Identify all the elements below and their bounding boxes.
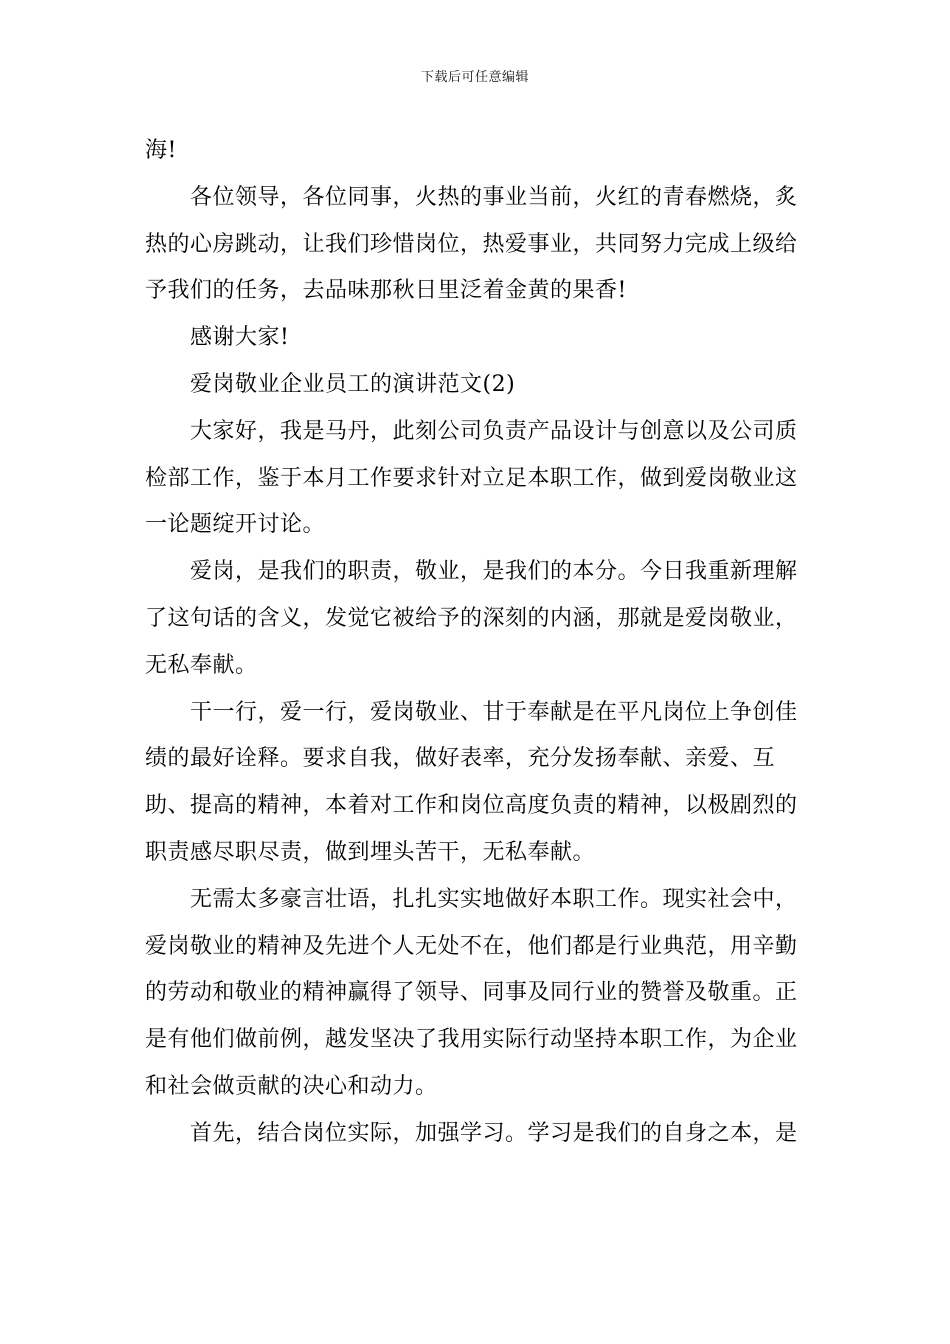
section-title: 爱岗敬业企业员工的演讲范文(2) <box>190 371 516 397</box>
page-header: 下载后可任意编辑 <box>420 70 529 85</box>
paragraph: 首先，结合岗位实际，加强学习。学习是我们的自身之本，是 <box>190 1120 798 1146</box>
document-body <box>145 128 813 1158</box>
paragraph: 爱岗，是我们的职责，敬业，是我们的本分。今日我重新理解了这句话的含义，发觉它被给予的深刻的内涵，那就是爱岗敬业，无私奉献。 <box>145 559 798 678</box>
paragraph: 各位领导，各位同事，火热的事业当前，火红的青春燃烧，炙热的心房跳动，让我们珍惜岗位，热爱事业，共同努力完成上级给予我们的任务，去品味那秋日里泛着金黄的果香! <box>145 184 798 304</box>
paragraph: 大家好，我是马丹，此刻公司负责产品设计与创意以及公司质检部工作，鉴于本月工作要求针对立足本职工作，做到爱岗敬业这一论题绽开讨论。 <box>145 418 798 538</box>
paragraph: 干一行，爱一行，爱岗敬业、甘于奉献是在平凡岗位上争创佳绩的最好诠释。要求自我，做好表率，充分发扬奉献、亲爱、互助、提高的精神，本着对工作和岗位高度负责的精神，以极剧烈的职责感尽职尽责，做到埋头苦干，无私奉献。 <box>145 699 798 865</box>
paragraph-continuation: 海! <box>145 138 177 163</box>
paragraph: 无需太多豪言壮语，扎扎实实地做好本职工作。现实社会中，爱岗敬业的精神及先进个人无处不在，他们都是行业典范，用辛勤的劳动和敬业的精神赢得了领导、同事及同行业的赞誉及敬重。正是有他们做前例，越发坚决了我用实际行动坚持本职工作，为企业和社会做贡献的决心和动力。 <box>145 886 798 1099</box>
paragraph: 感谢大家! <box>190 325 290 351</box>
